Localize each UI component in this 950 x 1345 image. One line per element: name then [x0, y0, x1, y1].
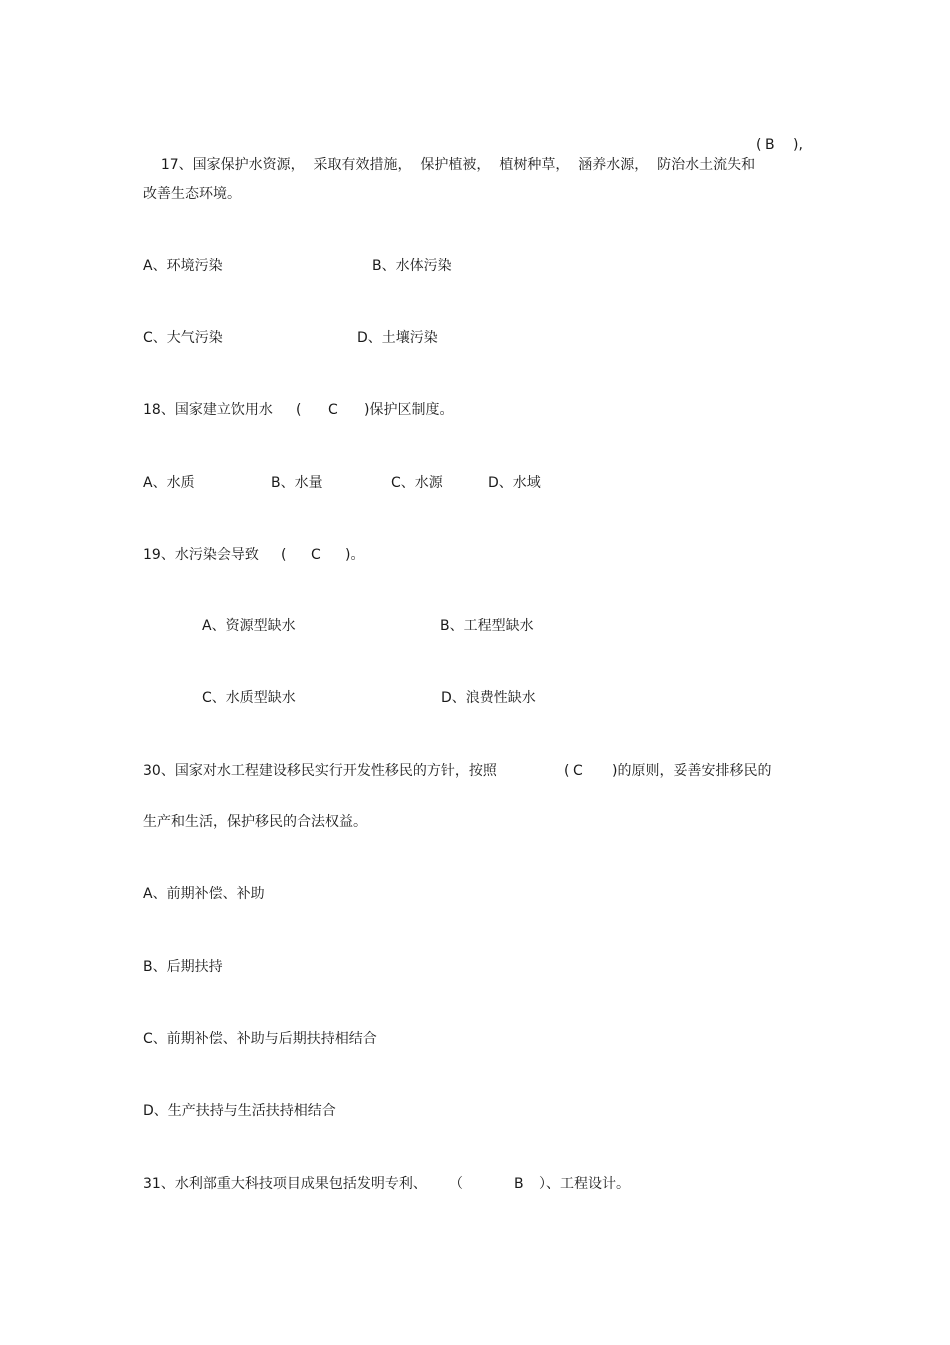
q18-option-b: B、水量: [271, 475, 323, 491]
q30-option-b: B、后期扶持: [143, 959, 223, 975]
q31-answer: B: [514, 1176, 524, 1192]
q30-stem-suffix: )的原则，妥善安排移民的: [612, 763, 772, 779]
q18-answer-paren-open: (: [296, 402, 302, 418]
q18-stem-suffix: )保护区制度。: [364, 402, 454, 418]
q17-option-c: C、大气污染: [143, 330, 223, 346]
q30-option-c: C、前期补偿、补助与后期扶持相结合: [143, 1031, 377, 1047]
q17-option-d: D、土壤污染: [357, 330, 438, 346]
q19-option-c: C、水质型缺水: [202, 690, 296, 706]
q30-answer-paren-open: (: [564, 763, 570, 779]
q30-stem-line2: 生产和生活，保护移民的合法权益。: [143, 814, 367, 830]
q17-stem-line2: 改善生态环境。: [143, 186, 241, 202]
q19-stem-suffix: )。: [345, 547, 365, 563]
q18-option-c: C、水源: [391, 475, 443, 491]
q17-stem-text: 17、国家保护水资源， 采取有效措施， 保护植被， 植树种草， 涵养水源， 防治水土流失和: [160, 157, 756, 173]
q18-option-d: D、水域: [488, 475, 541, 491]
q31-answer-paren-open: （: [449, 1176, 463, 1192]
q19-option-b: B、工程型缺水: [440, 618, 534, 634]
q30-option-a: A、前期补偿、补助: [143, 886, 265, 902]
q18-answer: C: [328, 402, 338, 418]
q30-option-d: D、生产扶持与生活扶持相结合: [143, 1103, 336, 1119]
q17-option-a: A、环境污染: [143, 258, 223, 274]
q19-stem-prefix: 19、水污染会导致: [143, 547, 259, 563]
q19-option-a: A、资源型缺水: [202, 618, 296, 634]
q30-answer: C: [573, 763, 583, 779]
q30-stem-prefix: 30、国家对水工程建设移民实行开发性移民的方针，按照: [143, 763, 497, 779]
q19-answer: C: [311, 547, 321, 563]
q17-answer-paren-close: ),: [793, 137, 803, 153]
q19-answer-paren-open: (: [281, 547, 287, 563]
q17-answer: B: [765, 137, 775, 153]
q18-option-a: A、水质: [143, 475, 195, 491]
q18-stem-prefix: 18、国家建立饮用水: [143, 402, 273, 418]
q31-stem-suffix: ）、工程设计。: [539, 1176, 630, 1192]
q17-option-b: B、水体污染: [372, 258, 452, 274]
q19-option-d: D、浪费性缺水: [441, 690, 536, 706]
q31-stem-prefix: 31、水利部重大科技项目成果包括发明专利、: [143, 1176, 427, 1192]
q17-answer-paren-open: (: [756, 137, 762, 153]
